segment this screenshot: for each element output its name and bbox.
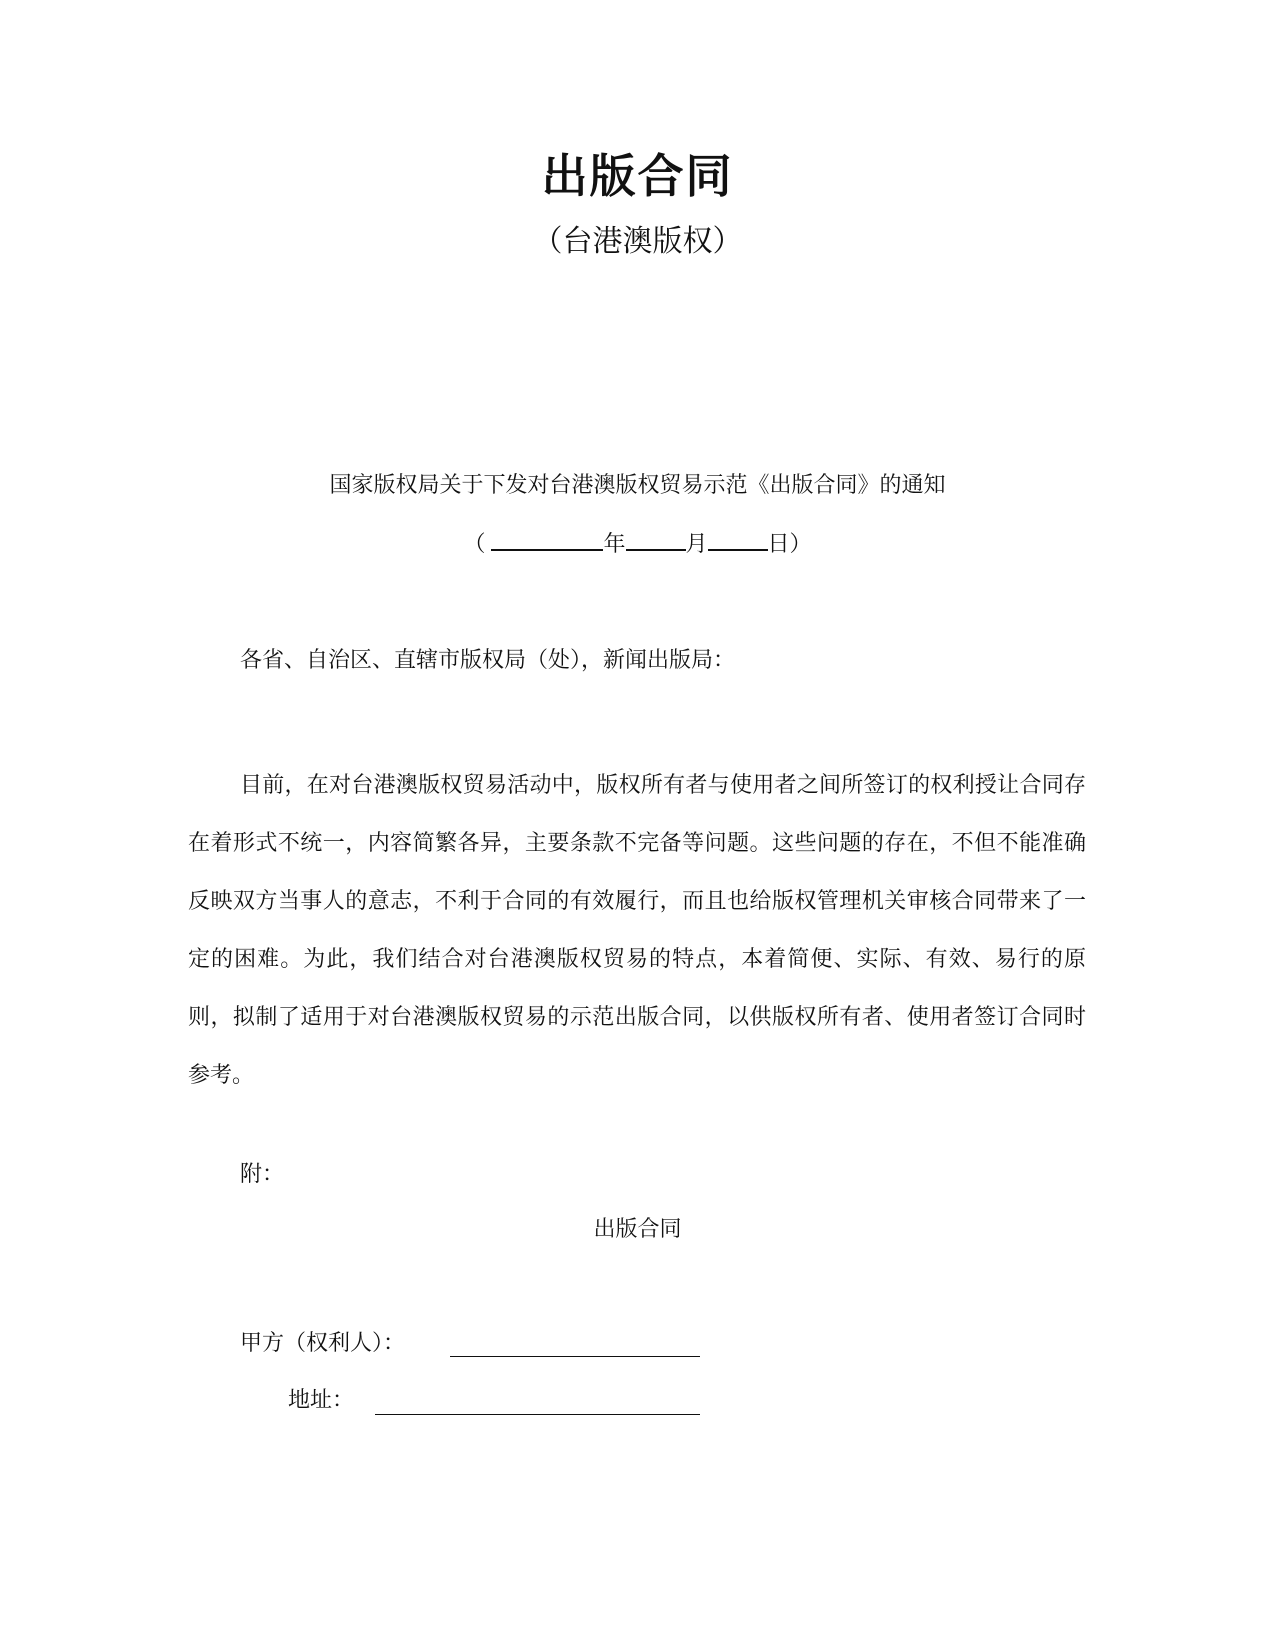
date-open-paren: （ (463, 532, 486, 557)
month-blank (626, 527, 686, 551)
date-line (0, 527, 1275, 561)
salutation: 各省、自治区、直辖市版权局（处），新闻出版局： (240, 648, 736, 673)
party-a-fill-line (450, 1356, 700, 1357)
address-label: 地址： (288, 1388, 355, 1413)
document-subtitle: （台港澳版权） (532, 224, 743, 259)
attachment-title: 出版合同 (593, 1217, 682, 1242)
address-fill-line (375, 1414, 700, 1415)
notice-title: 国家版权局关于下发对台港澳版权贸易示范《出版合同》的通知 (329, 473, 946, 498)
year-blank (491, 527, 603, 551)
document-title: 出版合同 (541, 149, 734, 203)
month-label: 月 (685, 532, 708, 557)
day-label: 日） (767, 532, 812, 557)
party-a-label: 甲方（权利人）： (240, 1331, 406, 1356)
day-blank (708, 527, 768, 551)
year-label: 年 (603, 532, 626, 557)
body-paragraph: 目前，在对台港澳版权贸易活动中，版权所有者与使用者之间所签订的权利授让合同存在着形式不统一，内容简繁各异，主要条款不完备等问题。这些问题的存在，不但不能准确反映双方当事人的意志，不利于合同的有效履行，而且也给版权管理机关审核合同带来了一定的困难。为此，我们结合对台港澳版权贸易的特点，本着简便、实际、有效、易行的原则，拟制了适用于对台港澳版权贸易的示范出版合同，以供版权所有者、使用者签订合同时参考。 (188, 773, 1086, 1088)
attachment-label: 附： (240, 1162, 285, 1187)
